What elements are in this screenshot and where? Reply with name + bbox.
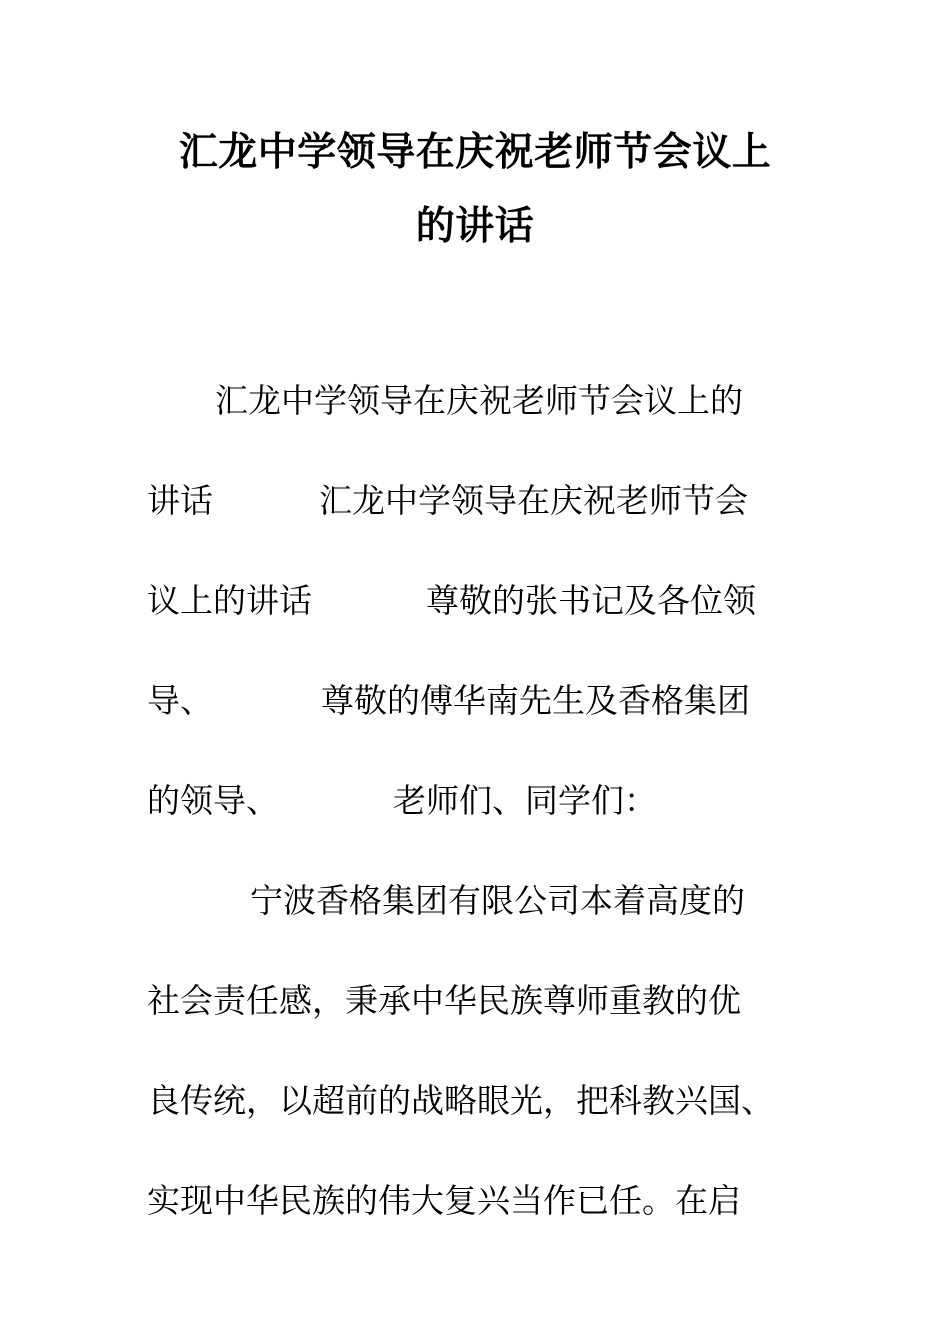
body-line-2 [147,481,748,520]
body-line-3 [147,581,756,620]
body-text: 社会责任感，秉承中华民族尊师重教的优 [147,981,741,1020]
body-text: 的领导、 [147,781,279,820]
body-line-8 [147,1081,774,1120]
document-title-line-1: 汇龙中学领导在庆祝老师节会议上 [178,129,772,175]
body-text: 宁波香格集团有限公司本着高度的 [250,881,745,920]
body-text: 汇龙中学领导在庆祝老师节会 [319,481,748,520]
body-text: 汇龙中学领导在庆祝老师节会议上的 [215,381,743,420]
body-text: 实现中华民族的伟大复兴当作已任。在启 [147,1181,741,1220]
body-text: 尊敬的张书记及各位领 [426,581,756,620]
body-line-1 [215,381,743,420]
body-text: 尊敬的傅华南先生及香格集团 [321,681,750,720]
body-line-9 [147,1181,741,1220]
document-title-line-2: 的讲话 [415,203,535,249]
body-line-7 [147,981,741,1020]
body-text: 老师们、同学们： [393,781,657,820]
body-line-5 [147,781,657,820]
body-text: 议上的讲话 [147,581,312,620]
body-line-4 [147,681,750,720]
body-text: 讲话 [147,481,213,520]
body-line-6 [250,881,745,920]
body-text: 导、 [147,681,213,720]
body-text: 良传统，以超前的战略眼光，把科教兴国、 [147,1081,774,1120]
